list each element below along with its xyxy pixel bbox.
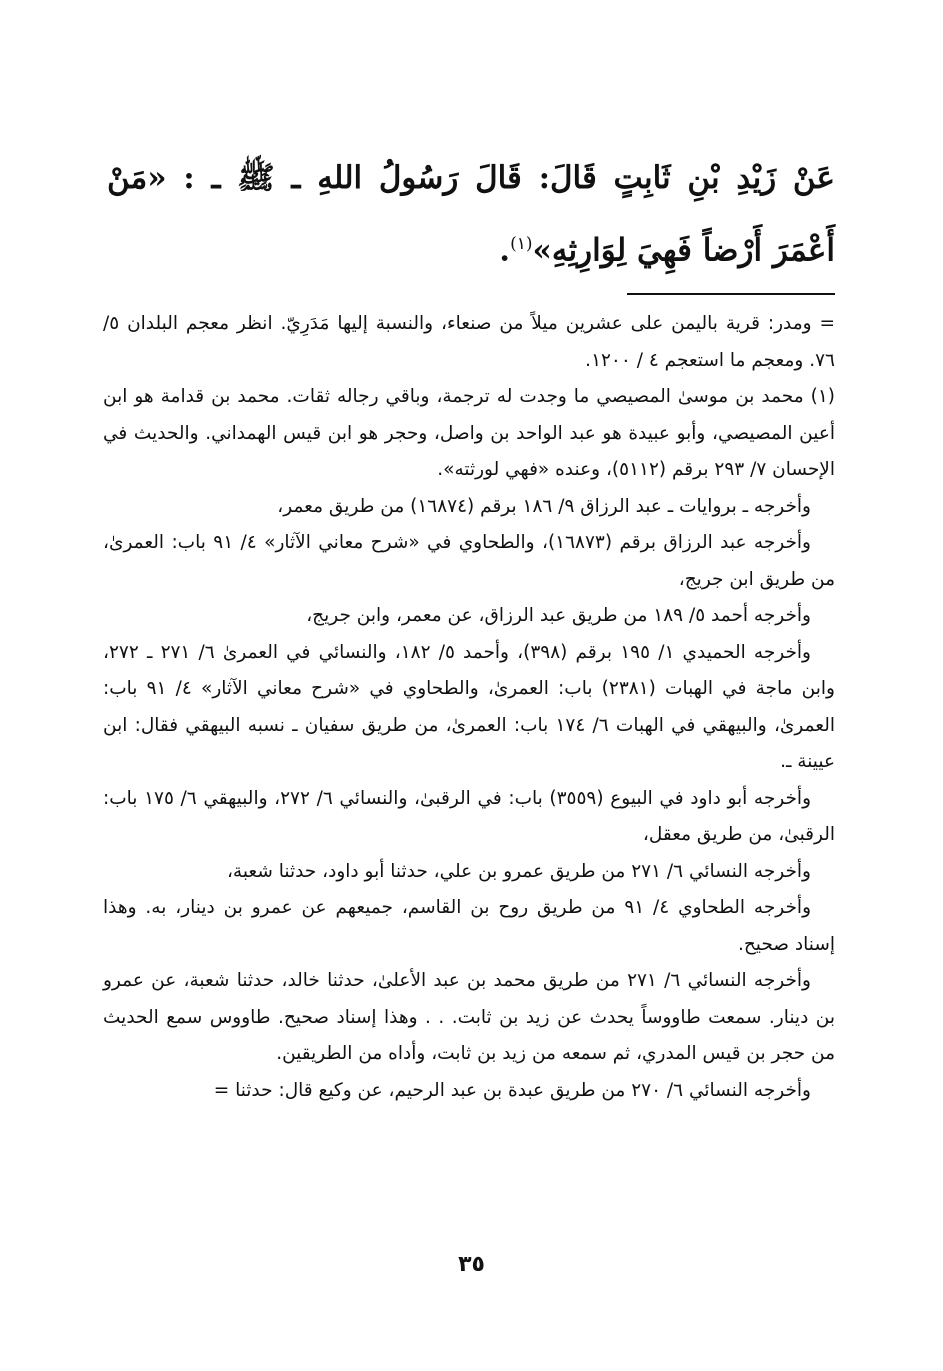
footnote-separator [627,293,835,295]
footnote-paragraph: وأخرجه النسائي ٦/ ٢٧١ من طريق عمرو بن علي، حدثنا أبو داود، حدثنا شعبة، [226,860,811,882]
hadith-text [107,145,835,283]
footnote-paragraph: وأخرجه عبد الرزاق برقم (١٦٨٧٣)، والطحاوي في «شرح معاني الآثار» ٤/ ٩١ باب: العمرىٰ، من طريق ابن جريج، [103,532,835,590]
footnote-paragraph: وأخرجه النسائي ٦/ ٢٧١ من طريق محمد بن عبد الأعلىٰ، حدثنا خالد، حدثنا شعبة، عن عمرو بن دينار. سمعت طاووساً يحدث عن زيد بن ثابت. . . وهذا إسناد صحيح. طاووس سمع الحديث من حجر بن قيس المدري، ثم سمعه من زيد بن ثابت، وأداه من الطريقين. [103,970,835,1064]
footnote-paragraph: وأخرجه الحميدي ١/ ١٩٥ برقم (٣٩٨)، وأحمد ٥/ ١٨٢، والنسائي في العمرىٰ ٦/ ٢٧١ ـ ٢٧٢، وابن ماجة في الهبات (٢٣٨١) باب: العمرىٰ، والطحاوي في «شرح معاني الآثار» ٤/ ٩١ باب: العمرىٰ، والبيهقي في الهبات ٦/ ١٧٤ باب: العمرىٰ، من طريق سفيان ـ نسبه البيهقي فقال: ابن عيينة ـ. [103,641,835,772]
footnote-reference: (١) [510,234,533,254]
page-number: ٣٥ [458,1252,485,1277]
footnote-paragraph: وأخرجه النسائي ٦/ ٢٧٠ من طريق عبدة بن عبد الرحيم، عن وكيع قال: حدثنا = [213,1079,811,1101]
hadith-body: عَنْ زَيْدِ بْنِ ثَابِتٍ قَالَ: قَالَ رَسُولُ اللهِ ـ ﷺ ـ : «مَنْ أَعْمَرَ أَرْضاً فَهِيَ لِوَارِثِهِ» [107,160,835,269]
footnote-paragraph: وأخرجه الطحاوي ٤/ ٩١ من طريق روح بن القاسم، جميعهم عن عمرو بن دينار، به. وهذا إسناد صحيح. [103,897,835,955]
footnote-paragraph: وأخرجه أبو داود في البيوع (٣٥٥٩) باب: في الرقبىٰ، والنسائي ٦/ ٢٧٢، والبيهقي ٦/ ١٧٥ باب: الرقبىٰ، من طريق معقل، [103,787,835,845]
footnote-continuation: = ومدر: قرية باليمن على عشرين ميلاً من صنعاء، والنسبة إليها مَدَرِيّ. انظر معجم البلدان ٥/ ٧٦. ومعجم ما استعجم ٤ / ١٢٠٠. [103,313,835,371]
hadith-end: . [499,232,511,269]
footnote-paragraph: وأخرجه أحمد ٥/ ١٨٩ من طريق عبد الرزاق، عن معمر، وابن جريج، [306,605,811,626]
footnotes-section [103,306,835,1109]
footnote-1: (١) محمد بن موسىٰ المصيصي ما وجدت له ترجمة، وباقي رجاله ثقات. محمد بن قدامة هو ابن أعين المصيصي، وأبو عبيدة هو عبد الواحد بن واصل، وحجر هو ابن قيس الهمداني. والحديث في الإحسان ٧/ ٢٩٣ برقم (٥١١٢)، وعنده «فهي لورثته». [103,386,835,480]
footnote-paragraph: وأخرجه ـ بروايات ـ عبد الرزاق ٩/ ١٨٦ برقم (١٦٨٧٤) من طريق معمر، [277,495,811,517]
